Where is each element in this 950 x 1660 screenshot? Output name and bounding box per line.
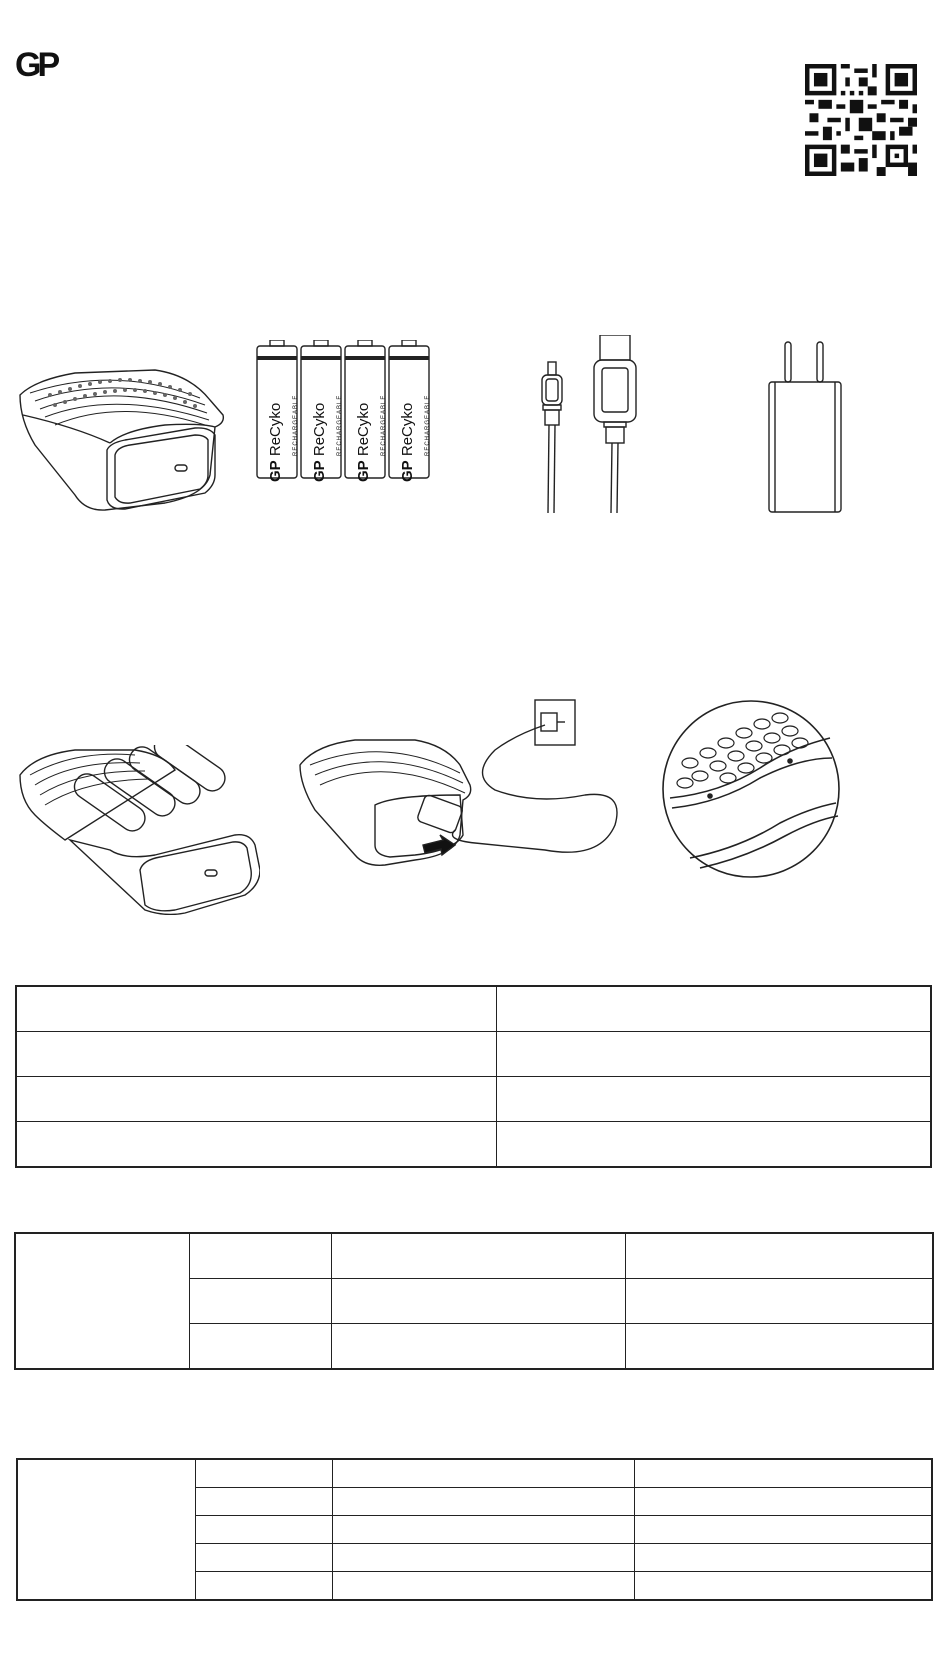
table-row bbox=[17, 1459, 932, 1488]
table-cell bbox=[635, 1544, 932, 1572]
battery-brand: GP bbox=[355, 460, 372, 482]
battery-sub: RECHARGEABLE bbox=[337, 394, 343, 456]
insert-batteries-illustration bbox=[15, 745, 260, 915]
table-cell bbox=[333, 1459, 635, 1488]
battery-name: ReCyko bbox=[355, 402, 372, 457]
battery-sub: RECHARGEABLE bbox=[293, 394, 299, 456]
table-cell bbox=[635, 1488, 932, 1516]
table-cell bbox=[332, 1324, 626, 1370]
table-cell bbox=[496, 986, 931, 1032]
charger-illustration bbox=[15, 365, 230, 515]
table-cell bbox=[17, 1459, 195, 1600]
table-cell bbox=[195, 1459, 332, 1488]
table-row bbox=[16, 1032, 931, 1077]
table-cell bbox=[333, 1488, 635, 1516]
table-cell bbox=[635, 1572, 932, 1601]
capacity-table bbox=[16, 1458, 933, 1601]
battery-name: ReCyko bbox=[311, 402, 328, 457]
battery-brand: GP bbox=[267, 460, 284, 482]
table-cell bbox=[625, 1324, 933, 1370]
battery-sub: RECHARGEABLE bbox=[381, 394, 387, 456]
table-cell bbox=[16, 1032, 496, 1077]
battery-labels bbox=[257, 360, 442, 485]
table-cell bbox=[333, 1544, 635, 1572]
table-cell bbox=[189, 1279, 331, 1324]
battery-brand: GP bbox=[399, 460, 416, 482]
usb-cable-illustration bbox=[530, 335, 645, 515]
table-cell bbox=[496, 1122, 931, 1168]
table-row bbox=[16, 1077, 931, 1122]
table-cell bbox=[195, 1516, 332, 1544]
table-cell bbox=[189, 1324, 331, 1370]
table-cell bbox=[189, 1233, 331, 1279]
battery-sub: RECHARGEABLE bbox=[425, 394, 431, 456]
table-row bbox=[16, 986, 931, 1032]
table-cell bbox=[195, 1544, 332, 1572]
charging-connection-illustration bbox=[295, 695, 625, 895]
battery-name: ReCyko bbox=[267, 402, 284, 457]
table-cell bbox=[496, 1032, 931, 1077]
table-cell bbox=[16, 1122, 496, 1168]
table-cell bbox=[333, 1572, 635, 1601]
table-cell bbox=[332, 1279, 626, 1324]
table-cell bbox=[333, 1516, 635, 1544]
detail-zoom-illustration bbox=[660, 698, 842, 880]
table-cell bbox=[16, 1077, 496, 1122]
battery-name: ReCyko bbox=[399, 402, 416, 457]
table-cell bbox=[15, 1233, 189, 1369]
gp-logo: GP bbox=[15, 46, 57, 84]
wall-adapter-illustration bbox=[765, 340, 845, 515]
table-cell bbox=[635, 1516, 932, 1544]
table-row bbox=[16, 1122, 931, 1168]
table-cell bbox=[496, 1077, 931, 1122]
table-cell bbox=[635, 1459, 932, 1488]
battery-brand: GP bbox=[311, 460, 328, 482]
qr-code-icon bbox=[805, 64, 917, 176]
table-cell bbox=[332, 1233, 626, 1279]
spec-table bbox=[15, 985, 932, 1168]
table-cell bbox=[16, 986, 496, 1032]
table-row bbox=[15, 1233, 933, 1279]
table-cell bbox=[195, 1572, 332, 1601]
charge-table bbox=[14, 1232, 934, 1370]
table-cell bbox=[625, 1279, 933, 1324]
table-cell bbox=[625, 1233, 933, 1279]
table-cell bbox=[195, 1488, 332, 1516]
